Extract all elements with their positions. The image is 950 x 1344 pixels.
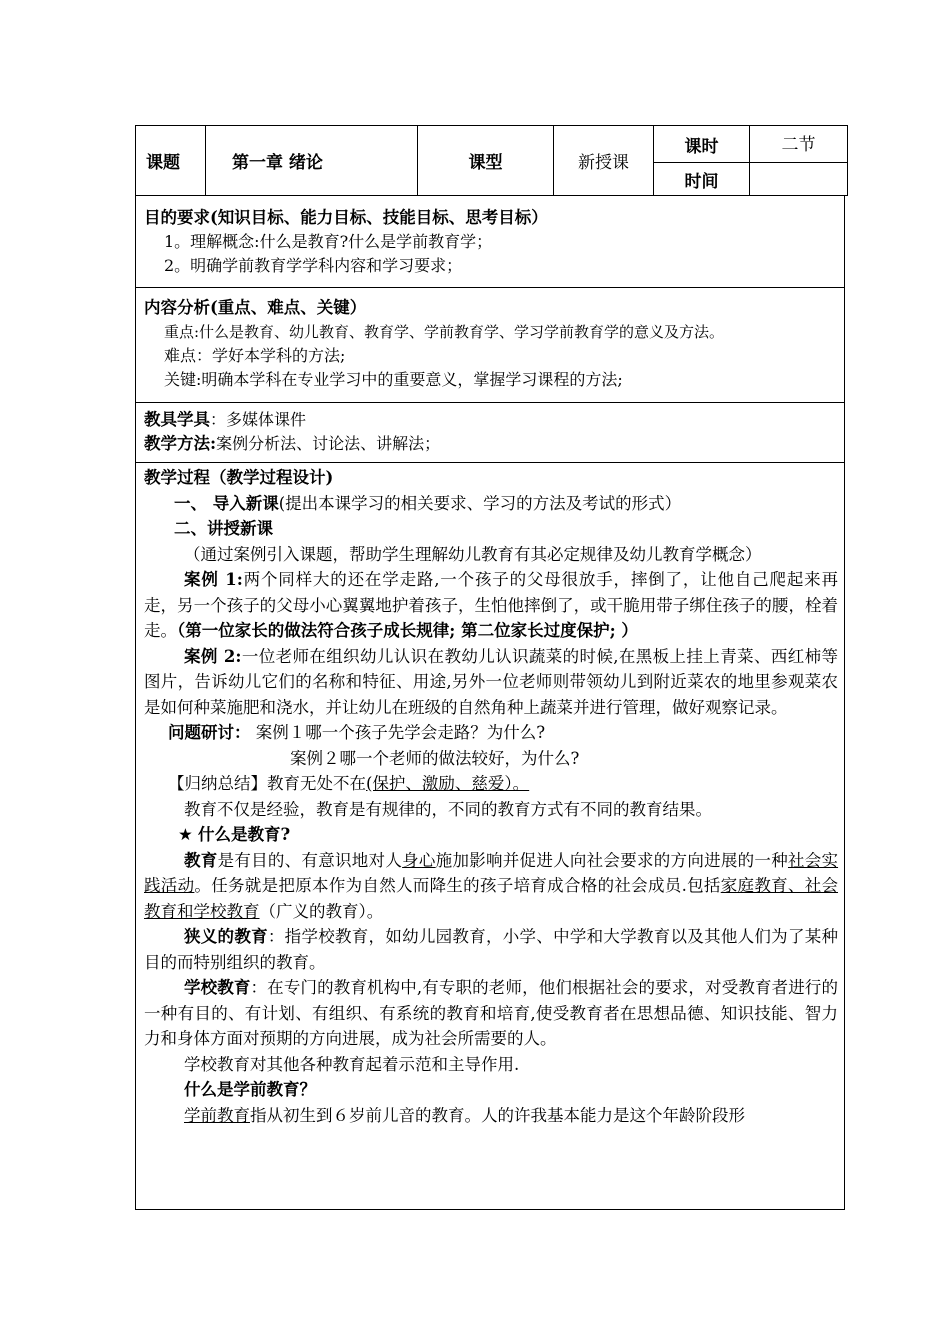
edu-label: 教育 <box>184 850 218 870</box>
hours-label: 课时 <box>654 126 750 163</box>
lesson-plan-page <box>135 125 847 1210</box>
topic-value: 第一章 绪论 <box>206 126 418 196</box>
goal-item: 2。明确学前教育学学科内容和学习要求； <box>164 256 463 275</box>
school-label: 学校教育 <box>184 978 251 997</box>
step1-label: 一、 导入新课 <box>174 493 279 513</box>
key-points: 重点:什么是教育、幼儿教育、教育学、学前教育学、学习学前教育学的意义及方法。 <box>164 323 725 341</box>
what-pre-heading: 什么是学前教育？ <box>184 1080 316 1099</box>
summary-2: 教育不仅是经验，教育是有规律的，不同的教育方式有不同的教育结果。 <box>184 799 712 819</box>
method-label: 教学方法: <box>144 434 217 453</box>
tools-value: ：多媒体课件 <box>210 410 307 429</box>
time-value <box>750 163 848 196</box>
key: 关键:明确本学科在专业学习中的重要意义，掌握学习课程的方法; <box>164 370 623 389</box>
edu-text-d: （广义的教育）。 <box>259 901 384 921</box>
pre-text: 指从初生到６岁前儿音的教育。人的许我基本能力是这个年龄阶段形 <box>250 1105 745 1125</box>
topic-label: 课题 <box>136 126 206 196</box>
edu-text-a: 是有目的、有意识地对人 <box>217 850 403 870</box>
question-2: 案例２哪一个老师的做法较好，为什么? <box>290 748 580 768</box>
narrow-text: ：指学校教育，如幼儿园教育，小学、中学和大学教育以及其他人们为了某种目的而特别组织的教育。 <box>144 927 839 972</box>
analysis-title: 内容分析(重点、难点、关键） <box>144 298 367 317</box>
summary-text: 教育无处不在 <box>267 774 366 793</box>
header-table <box>135 125 848 196</box>
edu-text-b: 施加影响并促进人向社会要求的方向进展的一种 <box>435 850 788 870</box>
type-value: 新授课 <box>554 126 654 196</box>
summary-underlined: (保护、激励、慈爱）。 <box>366 774 530 793</box>
time-label: 时间 <box>654 163 750 196</box>
case1-answer: （第一位家长的做法符合孩子成长规律; 第二位家长过度保护; ） <box>177 621 638 640</box>
analysis-section <box>135 288 845 403</box>
narrow-label: 狭义的教育 <box>184 927 268 946</box>
tools-section <box>135 403 845 463</box>
process-section <box>135 463 845 1210</box>
case1-text: 两个同样大的还在学走路,一个孩子的父母很放手，摔倒了，让他自己爬起来再走，另一个孩子的父母小心翼翼地护着孩子，生怕他摔倒了，或干脆用带子绑住孩子的腰，栓着走。 <box>144 570 838 640</box>
school-text: ：在专门的教育机构中,有专职的老师，他们根据社会的要求，对受教育者进行的一种有目的、有计划、有组织、有系统的教育和培育,使受教育者在思想品德、知识技能、智力力和身体方面对预期的方向进展，成为社会所需要的人。 <box>144 978 839 1048</box>
star-icon: ★ <box>178 825 193 844</box>
edu-underlined-3: 家庭教育、社会教育和学校教育 <box>144 876 839 921</box>
edu-underlined-1: 身心 <box>402 850 436 870</box>
school-role: 学校教育对其他各种教育起着示范和主导作用. <box>184 1054 520 1074</box>
hours-value: 二节 <box>750 126 848 163</box>
method-value: 案例分析法、讨论法、讲解法； <box>216 434 441 453</box>
intro-text: （通过案例引入课题，帮助学生理解幼儿教育有其必定规律及幼儿教育学概念） <box>184 544 762 564</box>
goals-section <box>135 196 845 288</box>
summary-label: 【归纳总结】 <box>168 774 267 793</box>
goals-title: 目的要求(知识目标、能力目标、技能目标、思考目标） <box>144 208 548 227</box>
question-label: 问题研讨： <box>168 723 251 742</box>
type-label: 课型 <box>418 126 554 196</box>
step1-value: (提出本课学习的相关要求、学习的方法及考试的形式） <box>278 493 682 513</box>
case2-text: 一位老师在组织幼儿认识在教幼儿认识蔬菜的时候,在黑板上挂上青菜、西红柿等图片，告诉幼儿它们的名称和特征、用途,另外一位老师则带领幼儿到附近菜农的地里参观菜农是如何种菜施肥和浇水，并让幼儿在班级的自然角种上蔬菜并进行管理，做好观察记录。 <box>144 646 838 717</box>
case1-label: 案例 1: <box>184 570 243 589</box>
edu-underlined-2: 社会实践活动 <box>144 850 839 895</box>
step2-label: 二、讲授新课 <box>174 519 273 538</box>
goal-item: 1。理解概念:什么是教育?什么是学前教育学； <box>164 232 493 251</box>
pre-label: 学前教育 <box>184 1105 250 1125</box>
tools-label: 教具学具 <box>144 410 210 429</box>
edu-text-c: 。任务就是把原本作为自然人而降生的孩子培育成合格的社会成员.包括 <box>194 876 721 895</box>
case2-label: 案例 2: <box>184 646 242 666</box>
difficulty: 难点：学好本学科的方法; <box>164 346 346 365</box>
what-edu-heading: 什么是教育? <box>198 825 291 844</box>
question-1: 案例１哪一个孩子先学会走路？为什么? <box>255 723 546 742</box>
process-title: 教学过程（教学过程设计) <box>144 468 334 487</box>
